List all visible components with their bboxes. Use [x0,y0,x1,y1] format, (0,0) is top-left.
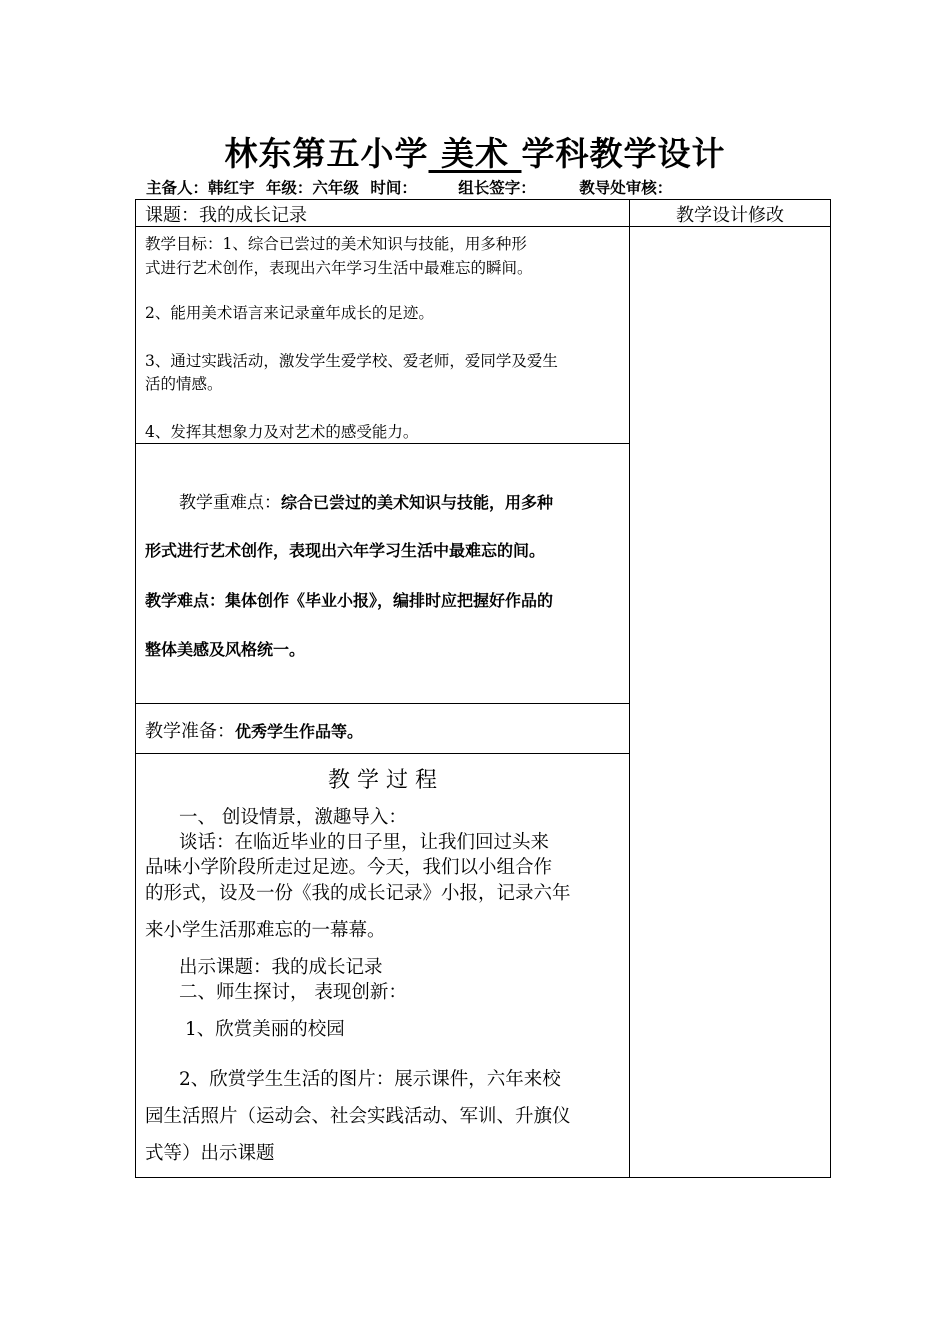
process-line-5: 来小学生活那难忘的一幕幕。 [145,920,386,941]
grade: 年级：六年级 [265,179,359,197]
row-divider-4 [135,753,630,754]
process-line-9: 2、欣赏学生生活的图片：展示课件，六年来校 [179,1069,561,1090]
goal-line-3: 2、能用美术语言来记录童年成长的足迹。 [145,304,434,322]
revision-header: 教学设计修改 [676,205,784,226]
preparer: 主备人：韩红宇 [146,179,255,197]
document-title [0,128,950,175]
prep-text: 优秀学生作品等。 [235,722,364,741]
goal-line-2: 式进行艺术创作，表现出六年学习生活中最难忘的瞬间。 [145,259,533,277]
process-line-10: 园生活照片（运动会、社会实践活动、军训、升旗仪 [145,1106,571,1127]
title-prefix: 林东第五小学 [224,134,429,173]
key-points-line-2: 形式进行艺术创作，表现出六年学习生活中最难忘的间。 [145,541,546,560]
header-meta [146,176,846,198]
topic-cell: 课题：我的成长记录 [145,205,307,226]
key-points-line-1 [179,488,553,513]
office-review-label: 教导处审核： [579,179,673,197]
time-label: 时间： [370,179,417,197]
table-border-right [830,199,831,1178]
title-suffix: 学科教学设计 [521,134,726,173]
process-line-11: 式等）出示课题 [145,1143,275,1164]
process-line-7: 二、师生探讨， 表现创新： [179,982,407,1003]
key-points-line-4: 整体美感及风格统一。 [145,640,306,659]
process-line-2: 谈话：在临近毕业的日子里，让我们回过头来 [179,832,550,853]
column-divider [629,199,630,1178]
table-border-bottom [135,1177,831,1178]
leader-sign-label: 组长签字： [458,179,536,197]
process-line-8: 1、欣赏美丽的校园 [185,1019,345,1040]
lesson-table [135,199,831,1178]
goal-line-1: 教学目标：1、综合已尝过的美术知识与技能，用多种形 [145,235,527,253]
table-border-top [135,199,831,200]
process-line-3: 品味小学阶段所走过足迹。今天，我们以小组合作 [145,857,553,878]
key-points-text: 综合已尝过的美术知识与技能，用多种 [281,493,554,512]
process-line-6: 出示课题：我的成长记录 [179,957,383,978]
process-line-4: 的形式，设及一份《我的成长记录》小报，记录六年 [145,883,571,904]
goal-line-4: 3、通过实践活动，激发学生爱学校、爱老师，爱同学及爱生 [145,352,558,370]
prep-label: 教学准备： [145,721,235,742]
prep-cell [145,717,363,743]
title-subject: 美术 [428,134,522,173]
goal-line-5: 活的情感。 [145,375,223,393]
table-border-left [135,199,136,1178]
key-points-line-3: 教学难点：集体创作《毕业小报》，编排时应把握好作品的 [145,591,554,610]
row-divider-3 [135,703,630,704]
key-points-label: 教学重难点： [179,493,281,513]
goal-line-6: 4、发挥其想象力及对艺术的感受能力。 [145,423,419,441]
process-line-1: 一、 创设情景，激趣导入： [179,807,407,828]
process-title: 教 学 过 程 [328,768,437,793]
row-divider-2 [135,443,630,444]
